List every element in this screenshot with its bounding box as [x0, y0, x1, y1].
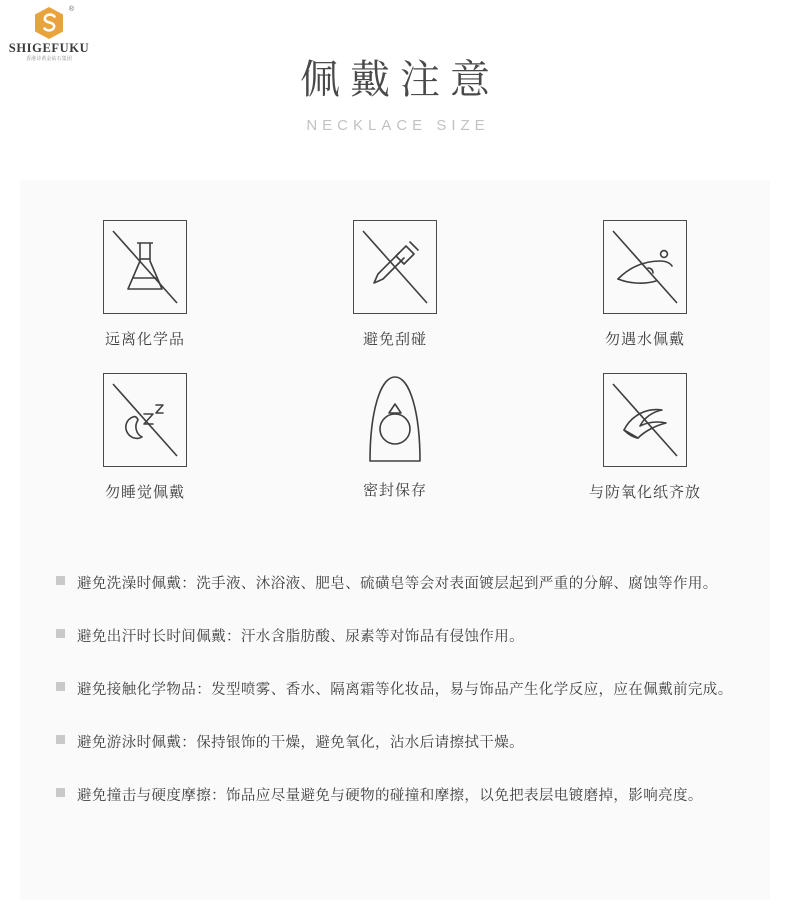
flask-no-chemicals-icon: [103, 220, 187, 314]
bullet-icon: [56, 788, 65, 797]
ring-pouch-storage-icon: [354, 373, 436, 465]
list-item: [56, 782, 746, 810]
note-text: 避免游泳时佩戴：保持银饰的干燥，避免氧化，沾水后请擦拭干燥。: [77, 735, 524, 751]
care-item-chemicals: [20, 220, 270, 349]
care-item-label: 远离化学品: [104, 330, 185, 348]
care-item-label: 勿遇水佩戴: [604, 330, 685, 348]
page-header: [0, 48, 790, 134]
page-title: 佩戴注意: [300, 57, 500, 103]
care-notes-list: [56, 570, 746, 835]
note-text: 避免洗澡时佩戴：洗手液、沐浴液、肥皂、硫磺皂等会对表面镀层起到严重的分解、腐蚀等作用。: [77, 576, 718, 592]
care-instructions-panel: [20, 180, 770, 900]
list-item: [56, 570, 746, 598]
care-item-water: [520, 220, 770, 349]
note-text: 避免接触化学物品：发型喷雾、香水、隔离霜等化妆品，易与饰品产生化学反应，应在佩戴前完成。: [77, 682, 733, 698]
list-item: [56, 623, 746, 651]
care-item-label: 避免刮碰: [362, 330, 427, 348]
bullet-icon: [56, 576, 65, 585]
care-item-label: 密封保存: [362, 481, 427, 499]
bullet-icon: [56, 629, 65, 638]
care-item-sleep: [20, 373, 270, 502]
hammer-no-impact-icon: [353, 220, 437, 314]
note-text: 避免撞击与硬度摩擦：饰品应尽量避免与硬物的碰撞和摩擦，以免把表层电镀磨掉，影响亮度。: [77, 788, 703, 804]
page-subtitle: NECKLACE SIZE: [306, 117, 490, 134]
logo-brand-name: SHIGEFUKU: [8, 41, 90, 55]
care-item-impact: [270, 220, 520, 349]
note-text: 避免出汗时长时间佩戴：汗水含脂肪酸、尿素等对饰品有侵蚀作用。: [77, 629, 524, 645]
hand-water-drop-icon: [603, 220, 687, 314]
bullet-icon: [56, 735, 65, 744]
registered-mark: ®: [68, 6, 74, 13]
anti-oxidation-paper-icon: [603, 373, 687, 467]
s-letter-logo-icon: [32, 6, 74, 40]
sleeping-moon-icon: [103, 373, 187, 467]
list-item: [56, 676, 746, 704]
care-item-label: 勿睡觉佩戴: [104, 483, 185, 501]
care-item-antioxidation-paper: [520, 373, 770, 502]
logo-subtitle: 香港诗黄金钻石集团: [25, 55, 73, 62]
care-item-label: 与防氧化纸齐放: [588, 483, 701, 501]
care-icon-grid: [20, 220, 770, 526]
care-item-storage: [270, 373, 520, 502]
bullet-icon: [56, 682, 65, 691]
list-item: [56, 729, 746, 757]
